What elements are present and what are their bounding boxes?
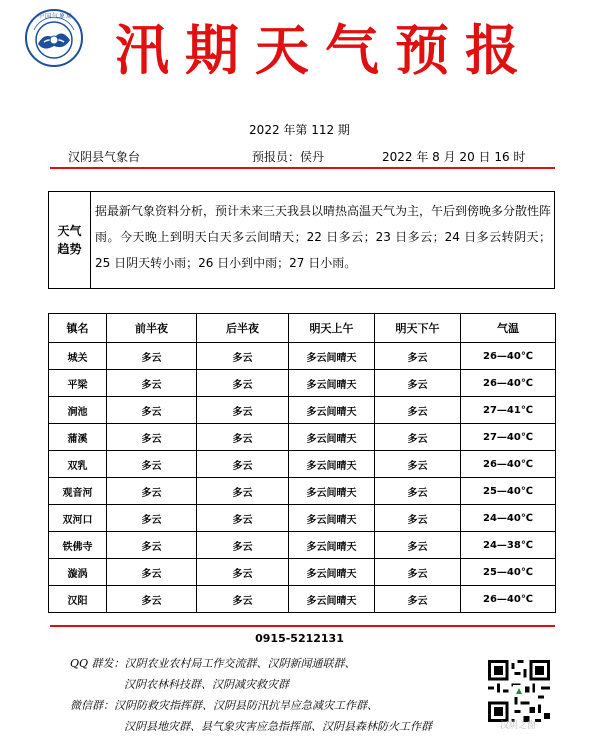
forecast-cell: 多云	[375, 424, 461, 451]
forecast-cell: 多云	[107, 559, 197, 586]
trend-text: 据最新气象资料分析，预计未来三天我县以晴热高温天气为主，午后到傍晚多分散性阵雨。今天晚上到明天白天多云间晴天；22 日多云；23 日多云；24 日多云转阴天；25 日阴天转小雨；26 日小到中雨；27 日小雨。	[95, 204, 552, 270]
phone-number: 0915-5212131	[255, 632, 344, 645]
table-row	[49, 343, 556, 370]
forecast-cell: 多云	[375, 505, 461, 532]
forecast-table	[48, 313, 556, 613]
trend-box	[48, 191, 555, 289]
forecast-cell: 多云	[375, 559, 461, 586]
forecast-cell: 25—40℃	[461, 559, 556, 586]
forecast-cell: 多云	[107, 586, 197, 613]
forecast-cell: 多云	[197, 478, 289, 505]
col-header: 后半夜	[197, 314, 289, 343]
issue-number: 2022 年第 112 期	[249, 123, 350, 137]
town-name-cell: 铁佛寺	[49, 532, 107, 559]
forecast-cell: 多云	[375, 532, 461, 559]
table-row	[49, 397, 556, 424]
footer-divider	[50, 625, 555, 627]
forecast-cell: 26—40℃	[461, 370, 556, 397]
forecast-cell: 多云	[197, 586, 289, 613]
forecast-cell: 多云间晴天	[289, 559, 375, 586]
forecast-cell: 多云	[107, 505, 197, 532]
qq-groups-line1: QQ 群发：汉阴农业农村局工作交流群、汉阴新闻通联群、	[70, 657, 356, 670]
town-name-cell: 城关	[49, 343, 107, 370]
forecast-cell: 多云间晴天	[289, 397, 375, 424]
forecast-cell: 多云	[107, 532, 197, 559]
town-name-cell: 观音河	[49, 478, 107, 505]
station-name: 汉阴县气象台	[68, 150, 141, 164]
table-row	[49, 505, 556, 532]
forecast-cell: 多云	[375, 586, 461, 613]
forecast-cell: 26—40℃	[461, 586, 556, 613]
table-row	[49, 559, 556, 586]
forecast-cell: 多云间晴天	[289, 370, 375, 397]
forecast-cell: 多云	[197, 397, 289, 424]
forecast-cell: 26—40℃	[461, 451, 556, 478]
forecast-cell: 多云	[375, 370, 461, 397]
forecast-cell: 多云	[197, 343, 289, 370]
table-row	[49, 586, 556, 613]
forecast-cell: 多云	[375, 343, 461, 370]
logo-text: 中国气象局	[38, 13, 74, 20]
table-row	[49, 424, 556, 451]
table-row	[49, 478, 556, 505]
table-row	[49, 370, 556, 397]
forecast-cell: 多云	[197, 532, 289, 559]
forecast-cell: 多云	[375, 451, 461, 478]
town-name-cell: 涧池	[49, 397, 107, 424]
forecast-cell: 多云	[107, 343, 197, 370]
forecast-cell: 多云	[107, 478, 197, 505]
table-row	[49, 532, 556, 559]
town-name-cell: 双乳	[49, 451, 107, 478]
col-header: 明天下午	[375, 314, 461, 343]
table-header-row	[49, 314, 556, 343]
qq-groups-line2: 汉阴农林科技群、汉阴减灾救灾群	[124, 678, 289, 691]
forecast-cell: 26—40℃	[461, 343, 556, 370]
forecast-cell: 多云	[107, 397, 197, 424]
trend-label: 天气趋势	[49, 192, 91, 288]
town-name-cell: 汉阳	[49, 586, 107, 613]
col-header: 明天上午	[289, 314, 375, 343]
forecast-cell: 多云	[107, 424, 197, 451]
forecast-cell: 多云	[197, 424, 289, 451]
reporter: 预报员：侯丹	[252, 150, 325, 164]
forecast-cell: 多云	[107, 370, 197, 397]
qr-code	[488, 660, 550, 722]
forecast-cell: 多云间晴天	[289, 478, 375, 505]
wechat-groups-line2: 汉阴县地灾群、县气象灾害应急指挥部、汉阴县森林防火工作群	[124, 720, 432, 733]
forecast-cell: 24—40℃	[461, 505, 556, 532]
forecast-cell: 27—41℃	[461, 397, 556, 424]
forecast-cell: 多云	[197, 505, 289, 532]
group-list	[70, 653, 480, 737]
forecast-cell: 多云间晴天	[289, 505, 375, 532]
forecast-cell: 25—40℃	[461, 478, 556, 505]
forecast-cell: 多云	[197, 370, 289, 397]
forecast-cell: 多云	[107, 451, 197, 478]
forecast-cell: 多云	[375, 397, 461, 424]
forecast-cell: 多云	[197, 559, 289, 586]
forecast-cell: 多云间晴天	[289, 451, 375, 478]
table-row	[49, 451, 556, 478]
forecast-cell: 27—40℃	[461, 424, 556, 451]
issue-datetime: 2022 年 8 月 20 日 16 时	[382, 150, 526, 164]
town-name-cell: 平梁	[49, 370, 107, 397]
forecast-cell: 多云间晴天	[289, 532, 375, 559]
town-name-cell: 双河口	[49, 505, 107, 532]
header-divider	[50, 167, 555, 169]
forecast-cell: 多云间晴天	[289, 424, 375, 451]
col-header: 气温	[461, 314, 556, 343]
town-name-cell: 蒲溪	[49, 424, 107, 451]
forecast-cell: 多云	[375, 478, 461, 505]
page-title: 汛期天气预报	[115, 18, 535, 82]
col-header: 镇名	[49, 314, 107, 343]
forecast-cell: 多云	[197, 451, 289, 478]
wechat-groups-line1: 微信群：汉阴防救灾指挥群、汉阴县防汛抗旱应急减灾工作群、	[70, 699, 378, 712]
forecast-cell: 多云间晴天	[289, 343, 375, 370]
town-name-cell: 漩涡	[49, 559, 107, 586]
col-header: 前半夜	[107, 314, 197, 343]
forecast-cell: 多云间晴天	[289, 586, 375, 613]
watermark: 汉阴之窗	[500, 721, 537, 731]
forecast-cell: 24—38℃	[461, 532, 556, 559]
